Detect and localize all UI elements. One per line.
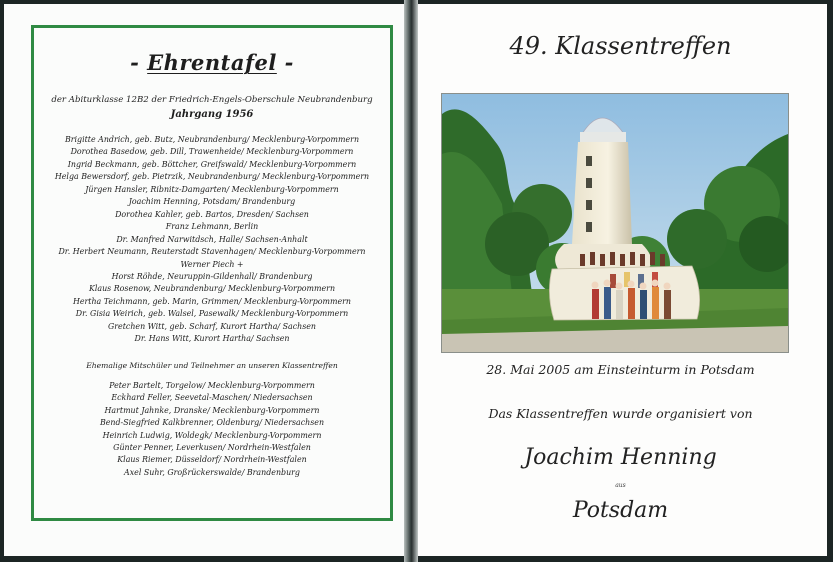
member-entry: Horst Röhde, Neuruppin-Gildenhall/ Brandenburg <box>111 271 313 281</box>
member-entry: Dr. Herbert Neumann, Reuterstadt Stavenhagen/ Mecklenburg-Vorpommern <box>58 247 366 257</box>
member-entry: Ingrid Beckmann, geb. Böttcher, Greifswald/ Mecklenburg-Vorpommern <box>67 159 357 169</box>
former-member-entry: Günter Penner, Leverkusen/ Nordrhein-Westfalen <box>113 442 311 452</box>
reunion-page <box>414 4 827 556</box>
member-entry: Dr. Gisia Weirich, geb. Walsel, Pasewalk/ Mecklenburg-Vorpommern <box>75 309 349 319</box>
honor-roll-heading: - Ehrentafel - <box>130 50 294 75</box>
former-member-entry: Bend-Siegfried Kalkbrenner, Oldenburg/ Niedersachsen <box>99 418 325 428</box>
class-subtitle: der Abiturklasse 12B2 der Friedrich-Engels-Oberschule Neubrandenburg <box>51 95 373 105</box>
organizer-name: Joachim Henning <box>524 445 717 470</box>
former-member-list <box>34 380 390 480</box>
member-entry: Werner Piech + <box>180 259 244 269</box>
reunion-title: 49. Klassentreffen <box>509 32 732 60</box>
member-entry: Dr. Hans Witt, Kurort Hartha/ Sachsen <box>134 334 290 344</box>
former-member-entry: Axel Suhr, Großrückerswalde/ Brandenburg <box>124 467 300 477</box>
organizer-city: Potsdam <box>572 498 669 523</box>
member-entry: Dr. Manfred Narwitdsch, Halle/ Sachsen-Anhalt <box>116 234 308 244</box>
member-entry: Hertha Teichmann, geb. Marin, Grimmen/ Mecklenburg-Vorpommern <box>72 296 351 306</box>
group-photo-einstein-tower <box>441 93 789 353</box>
member-entry: Gretchen Witt, geb. Scharf, Kurort Hartha/ Sachsen <box>107 321 317 331</box>
former-member-entry: Peter Bartelt, Torgelow/ Mecklenburg-Vorpommern <box>109 380 315 390</box>
member-list <box>34 134 390 346</box>
honor-roll <box>34 28 390 518</box>
member-entry: Brigitte Andrich, geb. Butz, Neubrandenburg/ Mecklenburg-Vorpommern <box>64 135 360 144</box>
former-member-entry: Heinrich Ludwig, Woldegk/ Mecklenburg-Vorpommern <box>102 430 322 440</box>
member-entry: Dorothea Basedow, geb. Dill, Trawenheide/ Mecklenburg-Vorpommern <box>70 147 354 157</box>
former-member-entry: Eckhard Feller, Seevetal-Maschen/ Niedersachsen <box>111 393 313 403</box>
organized-by-text: Das Klassentreffen wurde organisiert von <box>488 406 753 421</box>
member-entry: Franz Lehmann, Berlin <box>165 222 259 232</box>
photo-illustration <box>442 94 788 352</box>
photo-caption: 28. Mai 2005 am Einsteinturm in Potsdam <box>486 362 755 377</box>
member-entry: Jürgen Hansler, Ribnitz-Damgarten/ Mecklenburg-Vorpommern <box>85 184 339 194</box>
member-entry: Dorothea Kahler, geb. Bartos, Dresden/ Sachsen <box>115 209 309 219</box>
former-members-heading: Ehemalige Mitschüler und Teilnehmer an unseren Klassentreffen <box>86 360 338 370</box>
former-member-entry: Hartmut Jahnke, Dranske/ Mecklenburg-Vorpommern <box>104 405 320 415</box>
aus-text: aus <box>615 482 626 489</box>
former-member-entry: Klaus Riemer, Düsseldorf/ Nordrhein-Westfalen <box>117 455 307 465</box>
member-entry: Joachim Henning, Potsdam/ Brandenburg <box>128 197 296 207</box>
member-entry: Helga Bewersdorf, geb. Pietrzik, Neubrandenburg/ Mecklenburg-Vorpommern <box>54 172 370 182</box>
member-entry: Klaus Rosenow, Neubrandenburg/ Mecklenburg-Vorpommern <box>88 284 336 294</box>
class-year: Jahrgang 1956 <box>170 109 254 120</box>
